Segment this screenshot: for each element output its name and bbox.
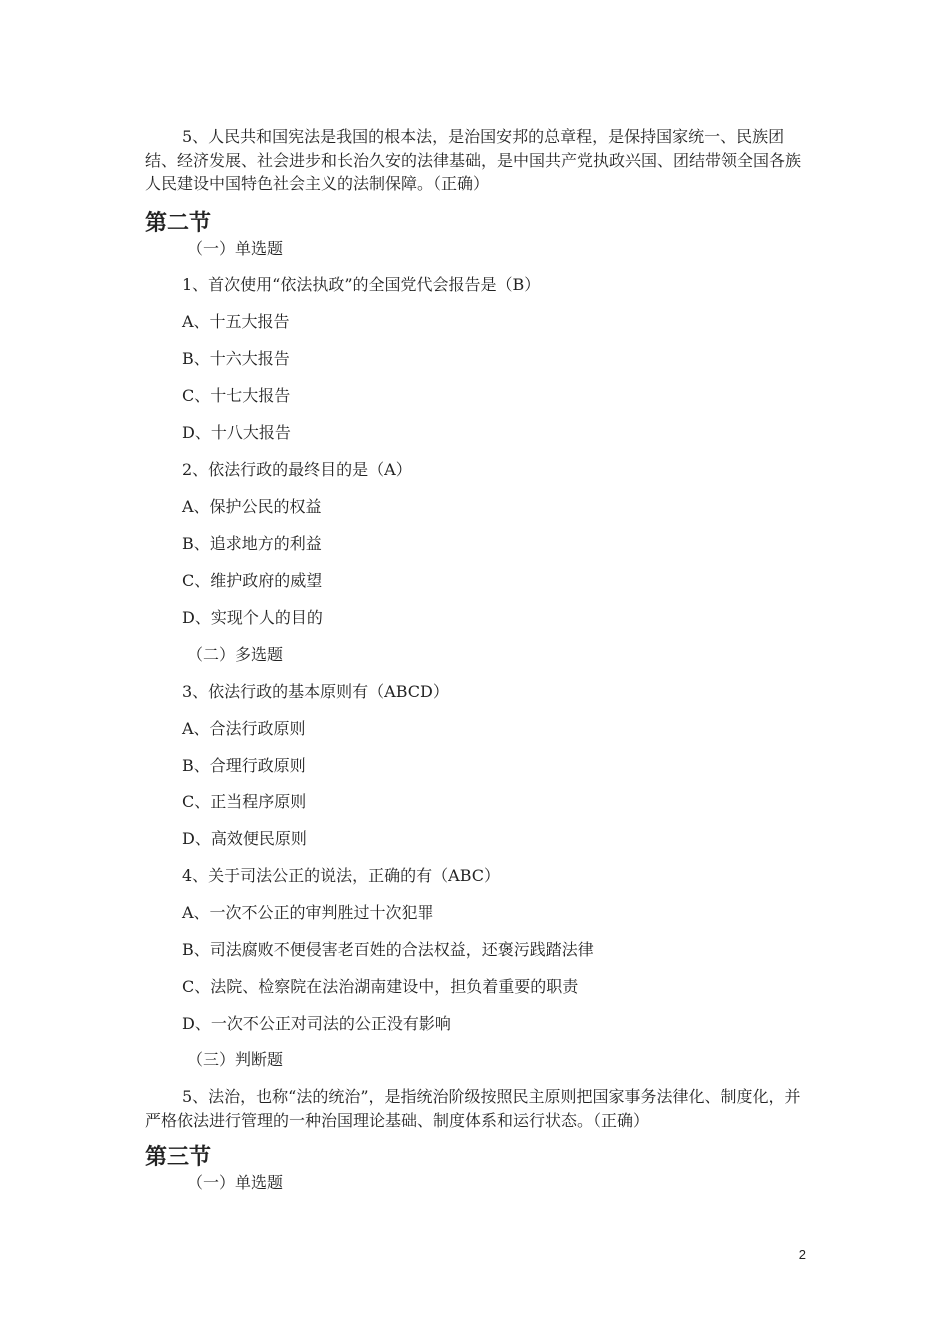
- option-3d: D、高效便民原则: [182, 829, 307, 848]
- option-4d: D、一次不公正对司法的公正没有影响: [182, 1014, 451, 1033]
- option-4a: A、一次不公正的审判胜过十次犯罪: [182, 903, 434, 922]
- section3-single-choice-label: （一）单选题: [187, 1173, 284, 1192]
- option-2a: A、保护公民的权益: [182, 497, 322, 516]
- option-2c: C、维护政府的威望: [182, 571, 323, 590]
- option-1b: B、十六大报告: [182, 349, 290, 368]
- question-4: 4、关于司法公正的说法，正确的有（ABC）: [182, 866, 501, 885]
- option-1a: A、十五大报告: [182, 312, 290, 331]
- option-1d: D、十八大报告: [182, 423, 291, 442]
- option-1c: C、十七大报告: [182, 386, 291, 405]
- paragraph-section2-q5: 5、法治，也称“法的统治”，是指统治阶级按照民主原则把国家事务法律化、制度化，并严格依法进行管理的一种治国理论基础、制度体系和运行状态。（正确）: [145, 1087, 801, 1130]
- option-2b: B、追求地方的利益: [182, 534, 322, 553]
- option-3c: C、正当程序原则: [182, 792, 307, 811]
- section-heading-2: 第二节: [145, 211, 212, 236]
- paragraph-section1-q5: 5、人民共和国宪法是我国的根本法，是治国安邦的总章程，是保持国家统一、民族团结、经济发展、社会进步和长治久安的法律基础，是中国共产党执政兴国、团结带领全国各族人民建设中国特色社会主义的法制保障。（正确）: [145, 127, 802, 193]
- multi-choice-label: （二）多选题: [187, 645, 284, 664]
- question-2: 2、依法行政的最终目的是（A）: [182, 460, 412, 479]
- option-3b: B、合理行政原则: [182, 756, 306, 775]
- option-4c: C、法院、检察院在法治湖南建设中，担负着重要的职责: [182, 977, 579, 996]
- option-4b: B、司法腐败不便侵害老百姓的合法权益，还褒污践踏法律: [182, 940, 594, 959]
- option-3a: A、合法行政原则: [182, 719, 306, 738]
- page-number: 2: [798, 1247, 806, 1262]
- single-choice-label: （一）单选题: [187, 239, 284, 258]
- option-2d: D、实现个人的目的: [182, 608, 323, 627]
- section-heading-3: 第三节: [145, 1145, 212, 1170]
- judgement-label: （三）判断题: [187, 1050, 284, 1069]
- question-3: 3、依法行政的基本原则有（ABCD）: [182, 682, 449, 701]
- question-1: 1、首次使用“依法执政”的全国党代会报告是（B）: [182, 275, 541, 294]
